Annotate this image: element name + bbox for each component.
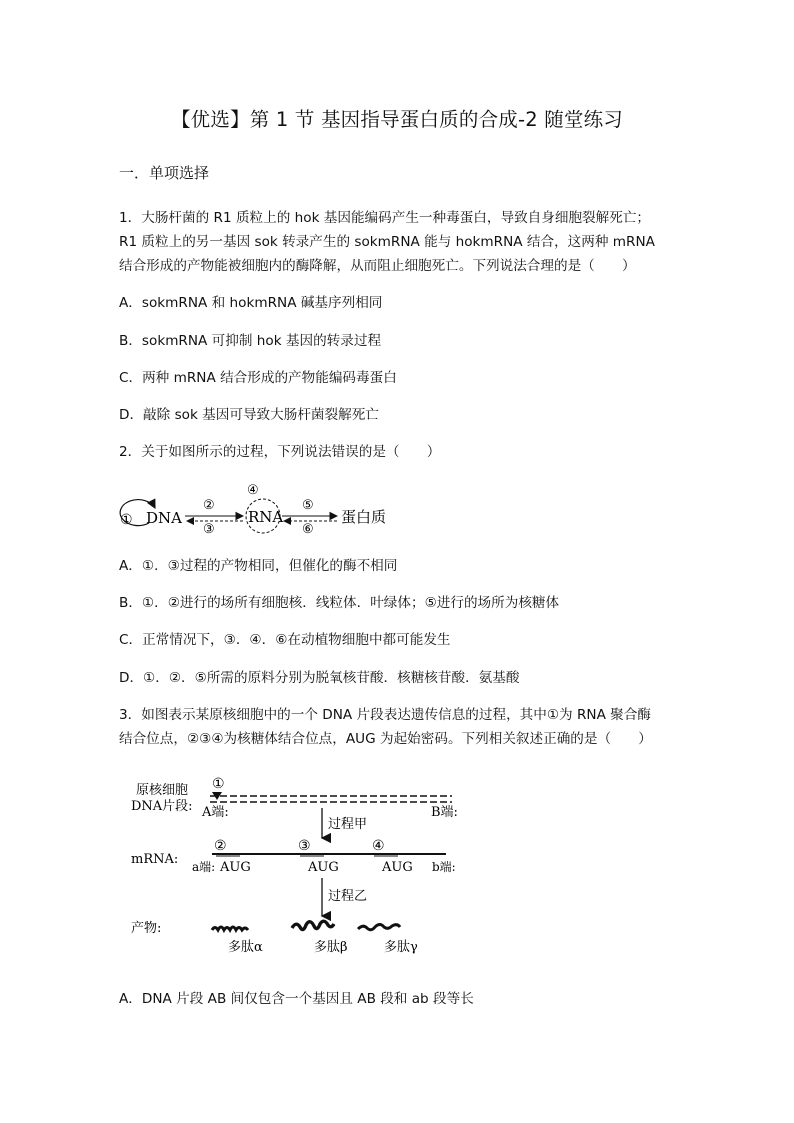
label-b-end: B端:	[431, 805, 458, 820]
label-pep-gamma: 多肽γ	[384, 940, 418, 955]
q3-stem-line-2: 结合位点，②③④为核糖体结合位点，AUG 为起始密码。下列相关叙述正确的是（ ）	[119, 731, 652, 747]
q1-option-b: B．sokmRNA 可抑制 hok 基因的转录过程	[119, 333, 382, 349]
q1-stem-line-3: 结合形成的产物能被细胞内的酶降解，从而阻止细胞死亡。下列说法合理的是（ ）	[119, 258, 636, 274]
q2-option-b: B．①．②进行的场所有细胞核．线粒体．叶绿体；⑤进行的场所为核糖体	[119, 595, 560, 611]
q2-option-d: D．①．②．⑤所需的原料分别为脱氧核苷酸．核糖核苷酸．氨基酸	[119, 670, 520, 686]
label-aug2: AUG	[308, 860, 339, 875]
peptide-alpha-shape-icon	[212, 927, 248, 930]
label-n5: ⑤	[302, 498, 314, 513]
q1-option-a: A．sokmRNA 和 hokmRNA 碱基序列相同	[119, 295, 383, 311]
q1-option-c: C．两种 mRNA 结合形成的产物能编码毒蛋白	[119, 370, 397, 386]
central-dogma-figure	[115, 478, 415, 536]
label-site1: ①	[212, 776, 225, 792]
label-site2: ②	[214, 838, 227, 854]
label-process-a: 过程甲	[328, 817, 368, 832]
page-title: 【优选】第 1 节 基因指导蛋白质的合成-2 随堂练习	[170, 108, 624, 131]
label-n6: ⑥	[302, 522, 314, 536]
label-n4: ④	[247, 483, 259, 498]
label-aug1: AUG	[220, 860, 251, 875]
peptide-beta-shape-icon	[292, 921, 334, 929]
q1-option-d: D．敲除 sok 基因可导致大肠杆菌裂解死亡	[119, 407, 379, 423]
label-n3: ③	[203, 522, 215, 536]
label-a-end: A端:	[202, 805, 229, 820]
q1-stem-line-2: R1 质粒上的另一基因 sok 转录产生的 sokmRNA 能与 hokmRNA 结合，这两种 mRNA	[119, 234, 655, 250]
label-n2: ②	[203, 498, 215, 513]
q2-stem: 2．关于如图所示的过程，下列说法错误的是（ ）	[119, 444, 441, 460]
label-dna-segment: DNA片段:	[131, 799, 193, 814]
label-site4: ④	[372, 838, 385, 854]
label-site3: ③	[298, 838, 311, 854]
label-a-small: a端:	[192, 860, 216, 874]
label-rna: RNA	[248, 508, 284, 526]
label-cell: 原核细胞	[136, 783, 189, 798]
label-pep-beta: 多肽β	[314, 940, 348, 955]
section-heading: 一．单项选择	[119, 164, 210, 182]
label-mrna: mRNA:	[131, 852, 179, 867]
label-process-b: 过程乙	[328, 889, 368, 904]
label-pep-alpha: 多肽α	[228, 940, 263, 955]
q1-stem-line-1: 1．大肠杆菌的 R1 质粒上的 hok 基因能编码产生一种毒蛋白，导致自身细胞裂解死亡；	[119, 210, 651, 226]
q3-option-a: A．DNA 片段 AB 间仅包含一个基因且 AB 段和 ab 段等长	[119, 991, 474, 1007]
label-n1: ①	[120, 512, 133, 528]
label-product: 产物:	[131, 921, 162, 936]
label-protein: 蛋白质	[341, 508, 387, 526]
q3-stem-line-1: 3．如图表示某原核细胞中的一个 DNA 片段表达遗传信息的过程，其中①为 RNA 聚合酶	[119, 707, 651, 723]
label-aug3: AUG	[382, 860, 413, 875]
gene-expression-figure	[128, 770, 478, 960]
q2-option-c: C．正常情况下，③．④．⑥在动植物细胞中都可能发生	[119, 632, 451, 648]
peptide-gamma-shape-icon	[358, 925, 400, 930]
q2-option-a: A．①．③过程的产物相同，但催化的酶不相同	[119, 558, 398, 574]
label-b-small: b端:	[432, 860, 456, 874]
label-dna: DNA	[146, 509, 182, 527]
